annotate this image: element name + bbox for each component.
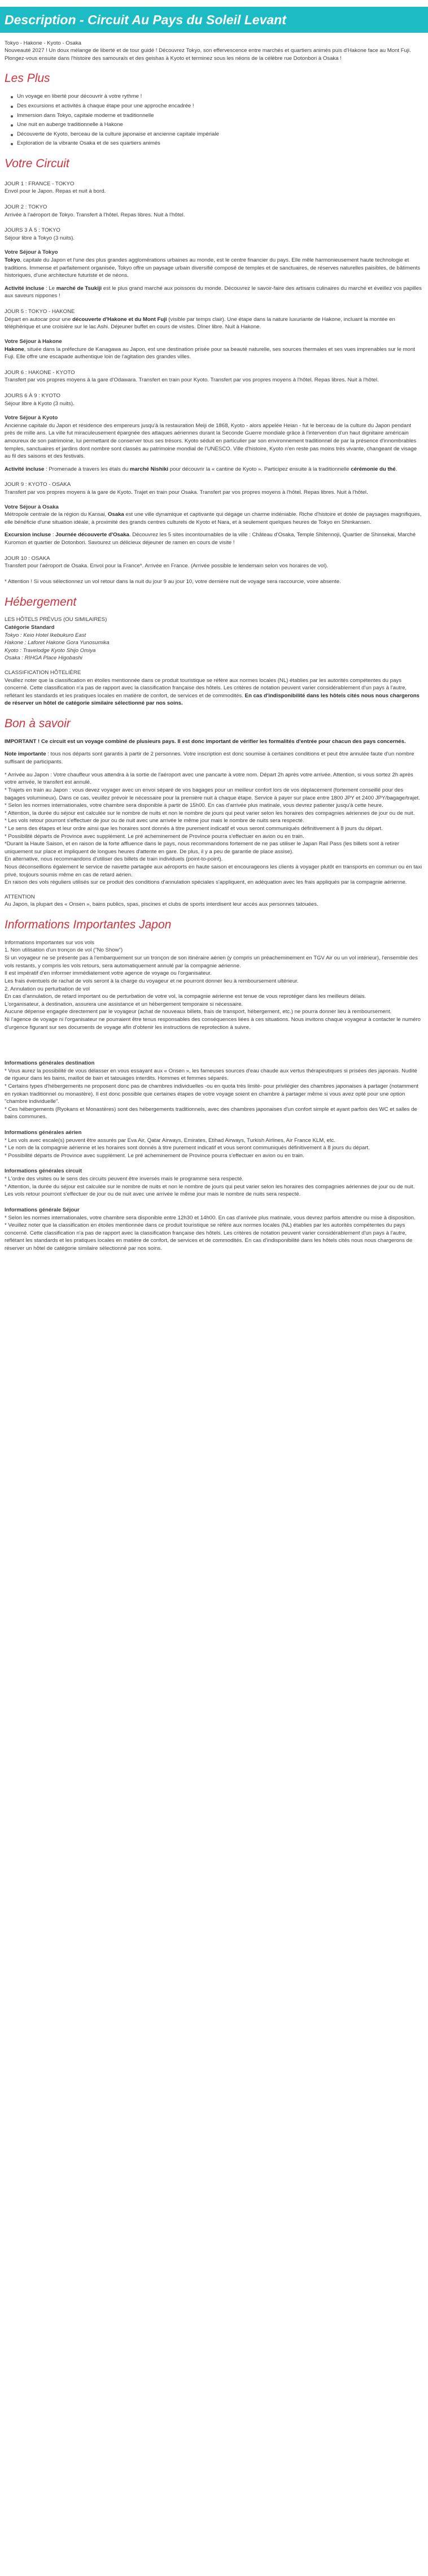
day-9-text: Transfert par vos propres moyens à la gare de Kyoto. Trajet en train pour Osaka. Transfert par vos propres moyens à l'hôtel. Repas libres. Nuit à l'hôtel.: [5, 489, 368, 496]
tokyo-lead: Tokyo: [5, 257, 20, 264]
infos-japon-line: L'organisateur, à destination, assurera une assistance et un hébergement temporaire si nécessaire.: [5, 1001, 243, 1007]
plus-item: Découverte de Kyoto, berceau de la culture japonaise et ancienne capitale impériale: [5, 131, 422, 138]
savoir-note-label: Note importante: [5, 751, 46, 758]
savoir-item: * Le sens des étapes et leur ordre ainsi que les horaires sont donnés à titre purement indicatif et vous seront communiqués définitivement à 8 jours du départ.: [5, 825, 383, 832]
circuit-note: * Attention ! Si vous sélectionnez un vol retour dans la nuit du jour 9 au jour 10, votre dernière nuit de voyage sera raccourcie, voire absente.: [5, 578, 341, 585]
aerien-block: [5, 1137, 422, 1160]
kyoto-activity: [5, 466, 422, 474]
hakone-description: [5, 346, 422, 361]
day-5-bold: découverte d'Hakone et du Mont Fuji: [72, 316, 167, 323]
osaka-description: [5, 511, 422, 526]
classification-bold: En cas d'indisponibilité dans les hôtels cités nous nous chargerons de réserver un hôtel de catégorie similaire sélectionné par nos soins.: [5, 692, 420, 707]
savoir-item: * Les vols retour pourront s'effectuer de jour ou de nuit avec une arrivée le même jour mais le nombre de nuits sera respecté.: [5, 818, 304, 824]
infos-japon-line: Ni l'agence de voyage ni l'organisateur ne pourraient être tenus responsables des conséquences liées à ces situations. Nous invitons chaque voyageur à contacter le numéro d'urgence figurant sur ses documents de voyage afin d'obtenir les instructions de reprotection à suivre.: [5, 1016, 421, 1031]
kyoto-activity-label: Activité incluse: [5, 466, 45, 472]
day-5-text: [5, 316, 422, 331]
content: [0, 40, 428, 1253]
tokyo-activity-label: Activité incluse: [5, 285, 45, 292]
tokyo-activity-mid: : Le: [44, 285, 56, 292]
day-1-text: Envol pour le Japon. Repas et nuit à bord.: [5, 188, 106, 195]
hotels-block: [5, 616, 422, 662]
circuit-heading: Votre Circuit: [5, 157, 69, 170]
savoir-details: [5, 771, 422, 887]
osaka-excursion-pre: :: [51, 532, 56, 538]
savoir-important: [5, 738, 422, 746]
infos-japon-line: Si un voyageur ne se présente pas à l'embarquement sur un tronçon de son itinéraire aérien (y compris un préacheminement en TGV Air ou un vol intérieur), l'ensemble des vols restants, y compris les vols retours, sera automatiquement annulé par la compagnie aérienne.: [5, 955, 418, 969]
savoir-item: * Trajets en train au Japon : vous devez voyager avec un envoi séparé de vos bagages pour un meilleur confort lors de vos déplacement (fortement conseillé pour des bagages volumineux). Dans ce cas, veuillez prévoir le nécessaire pour la première nuit à chaque étape. Service à payer sur place entre 1800 JPY et 2400 JPY/bagage/trajet.: [5, 787, 420, 801]
infos-japon-line: Les frais éventuels de rachat de vols seront à la charge du voyageur et ne pourront donner lieu à remboursement ultérieur.: [5, 978, 299, 984]
day-10-text: Transfert pour l'aéroport de Osaka. Envol pour la France*. Arrivée en France. (Arrivée possible le lendemain selon vos horaires de vol).: [5, 563, 329, 570]
savoir-item: * Attention, la durée du séjour est calculée sur le nombre de nuits et non le nombre de jours qui peut varier selon les horaires des compagnies aériennes de jour ou de nuit.: [5, 810, 415, 816]
plus-list: [5, 93, 422, 147]
sejour-block: [5, 1214, 422, 1253]
osaka-excursion-text: . Découvrez les 5 sites incontournables de la ville : Château d'Osaka, Temple Shitennoji, Quartier de Shinsekai, Marché Kuromon et quartier de Dotonbori. Savourez un délicieux déjeuner de ramen en cours de visite !: [5, 532, 416, 546]
savoir-item: * Selon les normes internationales, votre chambre sera disponible à partir de 15h00. En cas d'arrivée plus matinale, vous devrez patienter jusqu'à cette heure.: [5, 802, 383, 809]
day-3-5-title: JOURS 3 À 5 : TOKYO: [5, 227, 60, 234]
plus-item: Un voyage en liberté pour découvrir à votre rythme !: [5, 93, 422, 101]
intro-text: Nouveauté 2027 ! Un doux mélange de liberté et de tour guidé ! Découvrez Tokyo, son effervescence entre marchés et quartiers animés puis d'Hakone face au Mont Fuji. Plongez-vous ensuite dans l'histoire des samouraïs et des geishas à Kyoto et terminez sous les néons de la célèbre rue Dotonbori à Osaka !: [5, 47, 411, 62]
day-6-title: JOUR 6 : HAKONE - KYOTO: [5, 369, 75, 376]
infos-japon-heading: Informations Importantes Japon: [5, 918, 172, 932]
attention-title: ATTENTION: [5, 893, 35, 900]
tokyo-text: , capitale du Japon et l'une des plus grandes agglomérations urbaines au monde, est le centre financier du pays. Elle mêle harmonieusement haute technologie et traditions. Immense et parfaitement organisée, Tokyo offre un paysage urbain diversifié composé de temples et de sanctuaires, de réserves naturelles paisibles, de bâtiments historiques, d'une architecture futuriste et de néons.: [5, 257, 421, 279]
day-5-pre: Départ en autocar pour une: [5, 316, 73, 323]
aerien-line: * Le nom de la compagnie aérienne et les horaires sont donnés à titre purement indicatif et vous seront communiqués définitivement à 8 jours du départ.: [5, 1145, 370, 1152]
hotels-category: Catégorie Standard: [5, 624, 55, 631]
aerien-line: * Les vols avec escale(s) peuvent être assurés par Eva Air, Qatar Airways, Emirates, Etihad Airways, Turkish Airlines, Air France KLM, etc.: [5, 1137, 335, 1144]
savoir-item: En raison des vols réguliers utilisés sur ce produit des conditions d'annulation spéciales s'appliquent, en adéquation avec les frais appliqués par la compagnie aérienne.: [5, 879, 407, 886]
savoir-item: * Possibilité départs de Province avec supplément. Le pré acheminement de Province pourra s'effectuer en avion ou en train.: [5, 833, 304, 840]
hebergement-heading: Hébergement: [5, 595, 77, 609]
intro-route: Tokyo - Hakone - Kyoto - Osaka: [5, 40, 81, 46]
spacer: [5, 1038, 422, 1053]
day-1-title: JOUR 1 : FRANCE - TOKYO: [5, 180, 75, 187]
tokyo-activity: [5, 285, 422, 300]
day-2-text: Arrivée à l'aéroport de Tokyo. Transfert à l'hôtel. Repas libres. Nuit à l'hôtel.: [5, 211, 185, 218]
infos-japon-line: En cas d'annulation, de retard important ou de perturbation de votre vol, la compagnie aérienne est tenue de vous reprotéger dans les meilleurs délais.: [5, 993, 366, 1000]
osaka-lead: Osaka: [107, 511, 124, 518]
kyoto-activity-bold: marché Nishiki: [129, 466, 169, 472]
kyoto-title: Votre Séjour à Kyoto: [5, 415, 58, 422]
tokyo-description: [5, 257, 422, 280]
kyoto-activity-bold-2: cérémonie du thé: [351, 466, 396, 472]
savoir-item: * Arrivée au Japon : Votre chauffeur vous attendra à la sortie de l'aéroport avec une pancarte à votre nom. Départ 2h après votre arrivée. Attention, si vous sortez 2h après votre arrivée, le transfert est annulé.: [5, 771, 413, 786]
osaka-pre: Métropole centrale de la région du Kansai,: [5, 511, 108, 518]
classification-text: Veuillez noter que la classification en étoiles mentionnée dans ce produit touristique se réfère aux normes locales (NL) établies par les autorités compétentes du pays concerné. Cette classification n'a pas de rapport avec la classification française des hôtels. Les critères de notation peuvent varier considérablement d'un pays à l'autre, reflétant les standards et les pratiques locales en matière de confort, de services et de commodités.: [5, 677, 407, 699]
intro: [5, 40, 422, 63]
dest-line: * Certains types d'hébergements ne proposent donc pas de chambres individuelles -ou en quota très limité- pour privilégier des chambres japonaises à partager (notamment en ryokan traditionnel ou monastère). Il est donc possible que certaines étapes de votre voyage soient en chambre à partager même si vous avez opté pour une option "chambre individuelle".: [5, 1083, 418, 1105]
dest-block: [5, 1067, 422, 1121]
savoir-note: [5, 750, 422, 766]
hotel-item: Tokyo : Keio Hotel Ikebukuro East: [5, 632, 86, 638]
dest-line: * Vous aurez la possibilité de vous délasser en vous essayant aux « Onsen », les fameuses sources d'eau chaude aux vertus thérapeutiques si prisées des japonais. Nudité de rigueur dans les bains, maillot de bain et tatouages interdits. Hommes et femmes séparés.: [5, 1067, 417, 1082]
plus-item: Exploration de la vibrante Osaka et de ses quartiers animés: [5, 140, 422, 147]
day-3-5-text: Séjour libre à Tokyo (3 nuits).: [5, 234, 75, 241]
day-2-title: JOUR 2 : TOKYO: [5, 203, 47, 210]
aerien-title: Informations générales aérien: [5, 1130, 82, 1136]
savoir-item: En alternative, nous recommandons d'utiliser des billets de train individuels (point-to-point).: [5, 856, 223, 863]
osaka-excursion-label: Excursion incluse: [5, 532, 51, 538]
day-6-text: Transfert par vos propres moyens à la gare d'Odawara. Transfert en train pour Kyoto. Transfert par vos propres moyens à l'hôtel. Repas libres. Nuit à l'hôtel.: [5, 377, 379, 384]
infos-japon-line: Aucune dépense engagée directement par le voyageur (achat de nouveaux billets, frais de transport, hébergement, etc.) ne pourra donner lieu à remboursement.: [5, 1009, 392, 1015]
hotels-subtitle: LES HÔTELS PRÉVUS (OU SIMILAIRES): [5, 616, 107, 623]
kyoto-activity-mid: pour découvrir la « cantine de Kyoto ». Participez ensuite à la traditionnelle: [168, 466, 351, 472]
savoir-heading: Bon à savoir: [5, 717, 71, 731]
hakone-text: , située dans la préfecture de Kanagawa au Japon, est une destination prisée pour sa beauté naturelle, ses sources thermales et ses vues imprenables sur le mont Fuji. Elle offre une escapade authentique loin de l'agitation des grandes villes.: [5, 346, 415, 360]
infos-japon-line: 2. Annulation ou perturbation de vol: [5, 985, 90, 992]
hakone-title: Votre Séjour à Hakone: [5, 338, 62, 345]
classification-title: CLASSIFICATION HÔTELIÈRE: [5, 670, 81, 676]
circuit-info-block: [5, 1175, 422, 1198]
hotel-item: Hakone : Laforet Hakone Gora Yunosumika: [5, 640, 110, 646]
savoir-note-text: : tous nos départs sont garantis à partir de 2 personnes. Votre inscription est donc soumise à certaines conditions et peut être annulée faute d'un nombre suffisant de participants.: [5, 751, 414, 766]
osaka-text: est une ville dynamique et captivante qui dégage un charme indéniable. Riche d'histoire et dotée de paysages magnifiques, elle bénéficie d'une situation idéale, à proximité des grands centres culturels de Kyoto et Nara, et à seulement quelques heures de Tokyo en Shinkansen.: [5, 511, 422, 525]
hakone-lead: Hakone: [5, 346, 24, 353]
tokyo-activity-bold: marché de Tsukiji: [56, 285, 102, 292]
circuit-info-title: Informations générales circuit: [5, 1168, 82, 1175]
hotel-item: Kyoto : Travelodge Kyoto Shijo Omiya: [5, 647, 96, 654]
savoir-item: *Durant la Haute Saison, et en raison de la forte affluence dans le pays, nous recommandons fortement de ne pas utiliser le Japan Rail Pass (les billets sont à retirer uniquement sur place et impliquent de longues heures d'attente en gare. De plus, il y a peu de garantie de place assise).: [5, 841, 399, 855]
aerien-line: * Possibilité départs de Province avec supplément. Le pré acheminement de Province pourra s'effectuer en avion ou en train.: [5, 1152, 304, 1159]
tokyo-activity-text: est le plus grand marché aux poissons du monde. Découvrez le savoir-faire des artisans culinaires du marché et éveillez vos papilles aux saveurs nippones !: [5, 285, 422, 299]
plus-heading: Les Plus: [5, 72, 50, 85]
classification-block: [5, 677, 422, 707]
plus-item: Des excursions et activités à chaque étape pour une approche encadrée !: [5, 102, 422, 110]
circuit-info-line: * L'ordre des visites ou le sens des circuits peuvent être inversés mais le programme sera respecté.: [5, 1176, 244, 1183]
attention-text: Au Japon, la plupart des « Onsen », bains publics, spas, piscines et clubs de sports interdisent leur accès aux personnes tatouées.: [5, 901, 318, 908]
savoir-important-text: IMPORTANT ! Ce circuit est un voyage combiné de plusieurs pays. Il est donc important de vérifier les formalités d'entrée pour chacun des pays concernés.: [5, 738, 406, 745]
infos-japon-line: Informations importantes sur vos vols: [5, 939, 94, 946]
circuit-info-line: * Attention, la durée du séjour est calculée sur le nombre de nuits et non le nombre de jours qui peut varier selon les horaires des compagnies aériennes de jour ou de nuit. Les vols retour pourront s'effectuer de jour ou de nuit avec une arrivée le même jour mais le nombre de nuits sera respecté.: [5, 1183, 415, 1198]
infos-japon-block: [5, 939, 422, 1031]
dest-title: Informations générales destination: [5, 1060, 95, 1067]
day-9-title: JOUR 9 : KYOTO - OSAKA: [5, 481, 71, 488]
sejour-line: * Veuillez noter que la classification en étoiles mentionnée dans ce produit touristique se réfère aux normes locales (NL) établies par les autorités compétentes du pays concerné. Cette classification n'a pas de rapport avec la classification française des hôtels. Les critères de notation peuvent varier considérablement d'un pays à l'autre, reflétant les standards et les pratiques locales en matière de confort, de services et de commodités. En cas d'indisponibilité dans les hôtels cités nous nous chargerons de réserver un hôtel de catégorie similaire sélectionné par nos soins.: [5, 1222, 413, 1252]
tokyo-title: Votre Séjour à Tokyo: [5, 249, 58, 256]
day-6-9-text: Séjour libre à Kyoto (3 nuits).: [5, 400, 75, 407]
plus-item: Une nuit en auberge traditionnelle à Hakone: [5, 121, 422, 129]
infos-japon-line: Il est impératif d'en informer immédiatement votre agence de voyage ou l'organisateur.: [5, 970, 212, 977]
plus-item: Immersion dans Tokyo, capitale moderne et traditionnelle: [5, 112, 422, 120]
savoir-item: Nous déconseillons également le service de navette partagée aux aéroports en haute saison et encourageons les clients à voyager plutôt en transports en commun ou en taxi privé, toujours soumis même en cas de retard aérien.: [5, 864, 422, 878]
kyoto-activity-end: .: [395, 466, 398, 472]
hotel-item: Osaka : RIHGA Place Higobashi: [5, 655, 82, 662]
sejour-line: * Selon les normes internationales, votre chambre sera disponible entre 12h30 et 14h00. En cas d'arrivée plus matinale, vous devrez parfois attendre ou mise à disposition.: [5, 1214, 416, 1221]
osaka-excursion: [5, 531, 422, 546]
infos-japon-line: 1. Non utilisation d'un tronçon de vol ("No Show"): [5, 947, 123, 954]
day-5-title: JOUR 5 : TOKYO - HAKONE: [5, 309, 75, 315]
page-title: Description - Circuit Au Pays du Soleil Levant: [0, 7, 428, 33]
sejour-title: Informations générale Séjour: [5, 1206, 80, 1213]
osaka-excursion-bold: Journée découverte d'Osaka: [55, 532, 129, 538]
day-10-title: JOUR 10 : OSAKA: [5, 555, 50, 562]
dest-line: * Ces hébergements (Ryokans et Monastères) sont des hébergements traditionnels, avec des chambres japonaises d'un confort simple et ayant parfois des WC et salles de bains communes.: [5, 1106, 417, 1120]
page: [0, 0, 428, 1261]
day-6-9-title: JOURS 6 À 9 : KYOTO: [5, 392, 60, 399]
kyoto-description: Ancienne capitale du Japon et résidence des empereurs jusqu'à la restauration Meiji de 1868, Kyoto - alors appelée Heian - fut le berceau de la culture du Japon pendant près de mille ans. La ville fut miraculeusement épargnée des attaques aériennes durant la Seconde Guerre mondiale grâce à l'intervention d'un haut dignitaire américain amoureux de son patrimoine, lui permettant de conserver tous ses trésors. Kyoto séduit en particulier par son environnement traditionnel de par la présence d'innombrables temples, sanctuaires et jardins dont nombre sont classés au patrimoine mondial de l'UNESCO. Ville d'histoire, Kyoto n'en reste pas moins très vivante, changeant de visage au fil des saisons et des festivals.: [5, 422, 417, 460]
kyoto-activity-pre: : Promenade à travers les étals du: [44, 466, 130, 472]
osaka-title: Votre Séjour à Osaka: [5, 503, 59, 510]
day-5-rest: (visible par temps clair). Une étape dans la nature luxuriante de Hakone, incluant la montée en téléphérique et une croisière sur le lac Ashi. Déjeuner buffet en cours de visites. Dîner libre. Nuit à Hakone.: [5, 316, 395, 331]
